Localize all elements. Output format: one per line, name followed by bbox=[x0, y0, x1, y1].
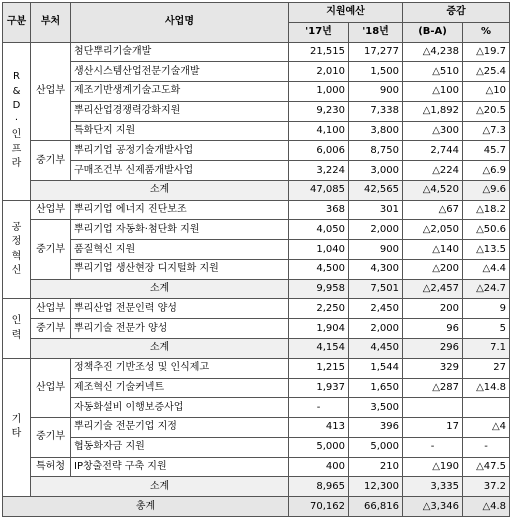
dept-cell: 특허청 bbox=[31, 457, 71, 477]
section-people-label: 인 력 bbox=[3, 299, 31, 358]
subtotal-17: 8,965 bbox=[289, 477, 349, 497]
value-17: 413 bbox=[289, 418, 349, 438]
dept-cell: 산업부 bbox=[31, 299, 71, 319]
header-pct: % bbox=[463, 22, 510, 42]
dept-cell: 중기부 bbox=[31, 141, 71, 181]
value-diff: △1,892 bbox=[403, 101, 463, 121]
subtotal-row bbox=[3, 339, 510, 359]
section-rd-label: R & D · 인 프 라 bbox=[3, 42, 31, 200]
table-row bbox=[3, 299, 510, 319]
subtotal-17: 4,154 bbox=[289, 339, 349, 359]
value-18: 900 bbox=[349, 240, 403, 260]
section-process-label: 공 정 혁 신 bbox=[3, 200, 31, 299]
value-diff: △287 bbox=[403, 378, 463, 398]
project-name: 뿌리기업 공정기술개발사업 bbox=[71, 141, 289, 161]
subtotal-diff: △2,457 bbox=[403, 279, 463, 299]
table-row bbox=[3, 121, 510, 141]
project-name: 제조혁신 기술커넥트 bbox=[71, 378, 289, 398]
value-pct: △25.4 bbox=[463, 62, 510, 82]
value-pct: △13.5 bbox=[463, 240, 510, 260]
value-pct: - bbox=[463, 437, 510, 457]
project-name: 뿌리기술 전문가 양성 bbox=[71, 319, 289, 339]
project-name: 특화단지 지원 bbox=[71, 121, 289, 141]
table-row bbox=[3, 141, 510, 161]
value-diff: △200 bbox=[403, 259, 463, 279]
value-17: 4,100 bbox=[289, 121, 349, 141]
value-pct: 5 bbox=[463, 319, 510, 339]
value-pct: 9 bbox=[463, 299, 510, 319]
value-pct: △14.8 bbox=[463, 378, 510, 398]
project-name: 뿌리산업 전문인력 양성 bbox=[71, 299, 289, 319]
subtotal-diff: 3,335 bbox=[403, 477, 463, 497]
subtotal-label: 소계 bbox=[31, 477, 289, 497]
subtotal-label: 소계 bbox=[31, 279, 289, 299]
value-17: 2,250 bbox=[289, 299, 349, 319]
value-17: - bbox=[289, 398, 349, 418]
section-other-label: 기 타 bbox=[3, 358, 31, 496]
total-18: 66,816 bbox=[349, 497, 403, 517]
project-name: 자동화설비 이행보증사업 bbox=[71, 398, 289, 418]
value-18: 2,450 bbox=[349, 299, 403, 319]
value-18: 4,300 bbox=[349, 259, 403, 279]
value-diff: 200 bbox=[403, 299, 463, 319]
value-pct: △10 bbox=[463, 82, 510, 102]
dept-cell: 산업부 bbox=[31, 200, 71, 220]
project-name: 정책추진 기반조성 및 인식제고 bbox=[71, 358, 289, 378]
subtotal-label: 소계 bbox=[31, 180, 289, 200]
total-label: 총계 bbox=[3, 497, 289, 517]
total-row bbox=[3, 497, 510, 517]
value-17: 3,224 bbox=[289, 161, 349, 181]
subtotal-row bbox=[3, 279, 510, 299]
value-pct: △4 bbox=[463, 418, 510, 438]
value-diff bbox=[403, 398, 463, 418]
table-row bbox=[3, 82, 510, 102]
subtotal-label: 소계 bbox=[31, 339, 289, 359]
dept-cell: 산업부 bbox=[31, 358, 71, 417]
value-17: 1,904 bbox=[289, 319, 349, 339]
value-18: 1,650 bbox=[349, 378, 403, 398]
table-row bbox=[3, 437, 510, 457]
value-diff: 96 bbox=[403, 319, 463, 339]
value-diff: △224 bbox=[403, 161, 463, 181]
value-18: 17,277 bbox=[349, 42, 403, 62]
value-18: 210 bbox=[349, 457, 403, 477]
table-row bbox=[3, 240, 510, 260]
value-pct: 45.7 bbox=[463, 141, 510, 161]
value-18: 396 bbox=[349, 418, 403, 438]
header-row-1 bbox=[3, 3, 510, 23]
subtotal-row bbox=[3, 180, 510, 200]
project-name: 협동화자금 지원 bbox=[71, 437, 289, 457]
project-name: 첨단뿌리기술개발 bbox=[71, 42, 289, 62]
header-dept: 부처 bbox=[31, 3, 71, 43]
value-17: 1,000 bbox=[289, 82, 349, 102]
header-year-18: '18년 bbox=[349, 22, 403, 42]
subtotal-pct: 7.1 bbox=[463, 339, 510, 359]
value-17: 6,006 bbox=[289, 141, 349, 161]
value-18: 3,500 bbox=[349, 398, 403, 418]
table-row bbox=[3, 259, 510, 279]
dept-cell: 중기부 bbox=[31, 319, 71, 339]
value-17: 21,515 bbox=[289, 42, 349, 62]
value-18: 3,800 bbox=[349, 121, 403, 141]
value-18: 3,000 bbox=[349, 161, 403, 181]
value-17: 368 bbox=[289, 200, 349, 220]
header-change: 증감 bbox=[403, 3, 510, 23]
value-17: 1,040 bbox=[289, 240, 349, 260]
value-17: 4,500 bbox=[289, 259, 349, 279]
dept-cell: 중기부 bbox=[31, 220, 71, 279]
value-17: 400 bbox=[289, 457, 349, 477]
dept-cell: 산업부 bbox=[31, 42, 71, 141]
table-row bbox=[3, 101, 510, 121]
budget-table bbox=[2, 2, 510, 517]
value-17: 1,937 bbox=[289, 378, 349, 398]
project-name: 뿌리기업 생산현장 디지털화 지원 bbox=[71, 259, 289, 279]
subtotal-diff: 296 bbox=[403, 339, 463, 359]
value-diff: △190 bbox=[403, 457, 463, 477]
table-row bbox=[3, 62, 510, 82]
value-diff: △4,238 bbox=[403, 42, 463, 62]
total-diff: △3,346 bbox=[403, 497, 463, 517]
value-pct: △18.2 bbox=[463, 200, 510, 220]
subtotal-diff: △4,520 bbox=[403, 180, 463, 200]
value-pct: △50.6 bbox=[463, 220, 510, 240]
value-18: 900 bbox=[349, 82, 403, 102]
header-project: 사업명 bbox=[71, 3, 289, 43]
subtotal-18: 4,450 bbox=[349, 339, 403, 359]
value-17: 4,050 bbox=[289, 220, 349, 240]
subtotal-pct: △24.7 bbox=[463, 279, 510, 299]
table-row bbox=[3, 200, 510, 220]
value-diff: 329 bbox=[403, 358, 463, 378]
value-diff: △140 bbox=[403, 240, 463, 260]
subtotal-18: 42,565 bbox=[349, 180, 403, 200]
value-17: 5,000 bbox=[289, 437, 349, 457]
dept-cell: 중기부 bbox=[31, 418, 71, 458]
value-diff: △300 bbox=[403, 121, 463, 141]
value-18: 2,000 bbox=[349, 319, 403, 339]
table-row bbox=[3, 378, 510, 398]
value-pct: △20.5 bbox=[463, 101, 510, 121]
value-17: 2,010 bbox=[289, 62, 349, 82]
value-diff: - bbox=[403, 437, 463, 457]
value-pct: △6.9 bbox=[463, 161, 510, 181]
project-name: 제조기반생계기술고도화 bbox=[71, 82, 289, 102]
value-18: 8,750 bbox=[349, 141, 403, 161]
table-row bbox=[3, 220, 510, 240]
project-name: 뿌리기술 전문기업 지정 bbox=[71, 418, 289, 438]
project-name: 뿌리기업 에너지 진단보조 bbox=[71, 200, 289, 220]
project-name: IP창출전략 구축 지원 bbox=[71, 457, 289, 477]
table-row bbox=[3, 161, 510, 181]
total-pct: △4.8 bbox=[463, 497, 510, 517]
subtotal-row bbox=[3, 477, 510, 497]
header-diff: (B-A) bbox=[403, 22, 463, 42]
header-category: 구분 bbox=[3, 3, 31, 43]
value-pct: △4.4 bbox=[463, 259, 510, 279]
value-pct: △47.5 bbox=[463, 457, 510, 477]
table-row bbox=[3, 42, 510, 62]
subtotal-18: 12,300 bbox=[349, 477, 403, 497]
project-name: 품질혁신 지원 bbox=[71, 240, 289, 260]
value-pct bbox=[463, 398, 510, 418]
total-17: 70,162 bbox=[289, 497, 349, 517]
value-18: 7,338 bbox=[349, 101, 403, 121]
value-18: 1,500 bbox=[349, 62, 403, 82]
value-17: 9,230 bbox=[289, 101, 349, 121]
value-diff: △100 bbox=[403, 82, 463, 102]
subtotal-pct: △9.6 bbox=[463, 180, 510, 200]
value-pct: △7.3 bbox=[463, 121, 510, 141]
table-row bbox=[3, 418, 510, 438]
subtotal-18: 7,501 bbox=[349, 279, 403, 299]
value-diff: △67 bbox=[403, 200, 463, 220]
header-year-17: '17년 bbox=[289, 22, 349, 42]
subtotal-17: 47,085 bbox=[289, 180, 349, 200]
value-diff: △2,050 bbox=[403, 220, 463, 240]
value-diff: △510 bbox=[403, 62, 463, 82]
value-18: 301 bbox=[349, 200, 403, 220]
table-row bbox=[3, 358, 510, 378]
value-pct: △19.7 bbox=[463, 42, 510, 62]
table-row bbox=[3, 319, 510, 339]
header-budget: 지원예산 bbox=[289, 3, 403, 23]
value-diff: 17 bbox=[403, 418, 463, 438]
subtotal-17: 9,958 bbox=[289, 279, 349, 299]
value-18: 2,000 bbox=[349, 220, 403, 240]
project-name: 구매조건부 신제품개발사업 bbox=[71, 161, 289, 181]
value-pct: 27 bbox=[463, 358, 510, 378]
table-row bbox=[3, 457, 510, 477]
project-name: 생산시스템산업전문기술개발 bbox=[71, 62, 289, 82]
project-name: 뿌리산업경쟁력강화지원 bbox=[71, 101, 289, 121]
project-name: 뿌리기업 자동화·첨단화 지원 bbox=[71, 220, 289, 240]
value-18: 1,544 bbox=[349, 358, 403, 378]
value-diff: 2,744 bbox=[403, 141, 463, 161]
subtotal-pct: 37.2 bbox=[463, 477, 510, 497]
value-18: 5,000 bbox=[349, 437, 403, 457]
value-17: 1,215 bbox=[289, 358, 349, 378]
table-row bbox=[3, 398, 510, 418]
